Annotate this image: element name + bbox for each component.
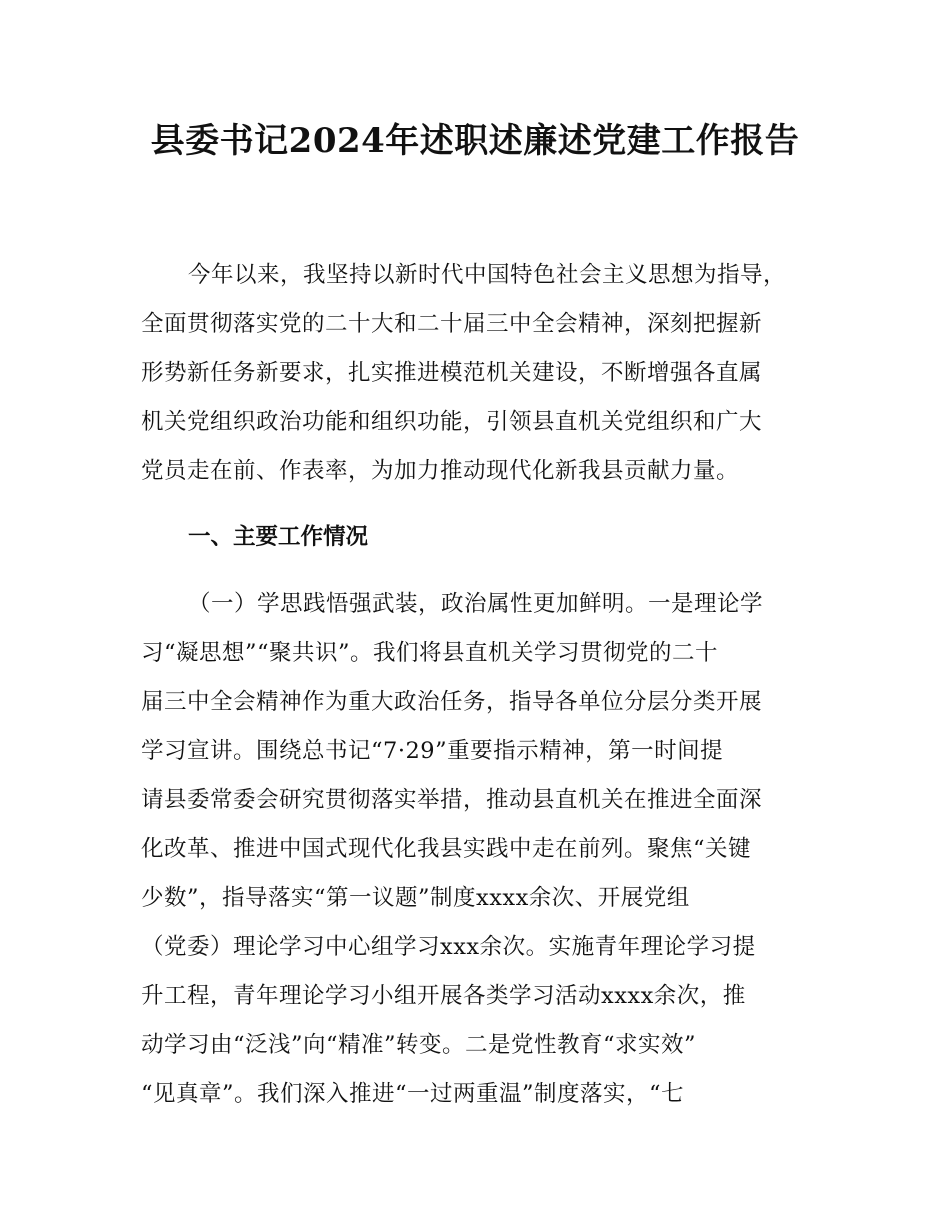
body-line: 升工程，青年理论学习小组开展各类学习活动xxxx余次，推 [141, 983, 746, 1009]
body-line: 少数”，指导落实“第一议题”制度xxxx余次、开展党组 [141, 885, 690, 911]
body-line: “见真章”。我们深入推进“一过两重温”制度落实，“七 [141, 1081, 685, 1107]
document-title: 县委书记2024年述职述廉述党建工作报告 [150, 121, 800, 161]
intro-line: 机关党组织政治功能和组织功能，引领县直机关党组织和广大 [141, 409, 763, 435]
body-line: （一）学思践悟强武装，政治属性更加鲜明。一是理论学 [188, 591, 764, 617]
body-line: 动学习由“泛浅”向“精准”转变。二是党性教育“求实效” [141, 1032, 697, 1058]
body-line: 学习宣讲。围绕总书记“7·29”重要指示精神，第一时间提 [141, 738, 724, 764]
body-line: 化改革、推进中国式现代化我县实践中走在前列。聚焦“关键 [141, 836, 752, 862]
intro-line: 形势新任务新要求，扎实推进模范机关建设，不断增强各直属 [141, 360, 763, 386]
intro-line: 今年以来，我坚持以新时代中国特色社会主义思想为指导， [188, 262, 787, 288]
body-line: 习“凝思想”“聚共识”。我们将县直机关学习贯彻党的二十 [141, 640, 719, 666]
body-line: 请县委常委会研究贯彻落实举措，推动县直机关在推进全面深 [141, 787, 763, 813]
intro-line: 党员走在前、作表率，为加力推动现代化新我县贡献力量。 [141, 458, 740, 484]
body-line: 届三中全会精神作为重大政治任务，指导各单位分层分类开展 [141, 689, 763, 715]
section-heading: 一、主要工作情况 [188, 524, 369, 550]
intro-line: 全面贯彻落实党的二十大和二十届三中全会精神，深刻把握新 [141, 311, 763, 337]
body-line: （党委）理论学习中心组学习xxx余次。实施青年理论学习提 [141, 934, 756, 960]
